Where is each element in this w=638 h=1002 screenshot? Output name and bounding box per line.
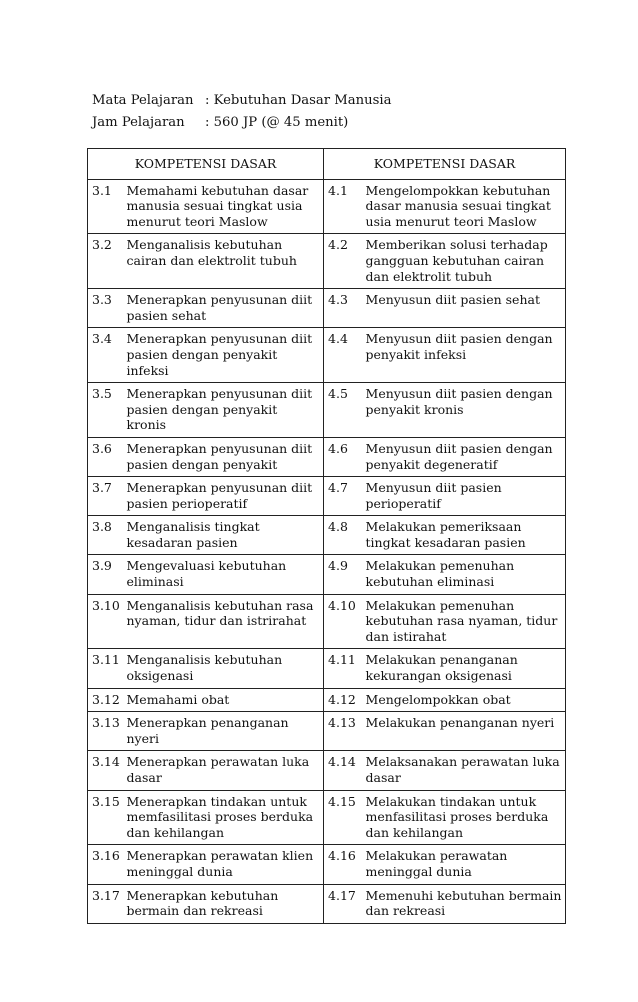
table-row [88, 477, 566, 516]
right-competency-number: 4.14 [324, 751, 364, 790]
left-competency-text: Menganalisis kebutuhan oksigenasi [125, 649, 324, 688]
right-competency-text: Mengelompokkan kebutuhan dasar manusia sesuai tingkat usia menurut teori Maslow [364, 179, 566, 234]
table-row [88, 845, 566, 884]
left-competency-number: 3.3 [88, 289, 125, 328]
left-competency-text: Menganalisis kebutuhan cairan dan elektrolit tubuh [125, 234, 324, 289]
right-competency-text: Menyusun diit pasien dengan penyakit infeksi [364, 328, 566, 383]
right-competency-number: 4.7 [324, 477, 364, 516]
left-competency-number: 3.7 [88, 477, 125, 516]
left-competency-text: Menerapkan kebutuhan bermain dan rekreasi [125, 884, 324, 923]
left-competency-text: Mengevaluasi kebutuhan eliminasi [125, 555, 324, 594]
right-competency-number: 4.17 [324, 884, 364, 923]
right-competency-number: 4.4 [324, 328, 364, 383]
left-competency-text: Menerapkan penyusunan diit pasien sehat [125, 289, 324, 328]
left-competency-text: Menerapkan penanganan nyeri [125, 712, 324, 751]
right-competency-number: 4.9 [324, 555, 364, 594]
left-competency-number: 3.1 [88, 179, 125, 234]
left-competency-text: Memahami obat [125, 688, 324, 712]
subject-row [92, 90, 391, 112]
document-header [92, 90, 391, 134]
left-competency-number: 3.14 [88, 751, 125, 790]
left-competency-number: 3.11 [88, 649, 125, 688]
table-row [88, 289, 566, 328]
left-competency-text: Menerapkan penyusunan diit pasien perioperatif [125, 477, 324, 516]
left-competency-text: Menerapkan perawatan luka dasar [125, 751, 324, 790]
left-competency-text: Menerapkan perawatan klien meninggal dunia [125, 845, 324, 884]
left-competency-text: Menerapkan penyusunan diit pasien dengan penyakit kronis [125, 383, 324, 438]
left-competency-number: 3.5 [88, 383, 125, 438]
table-row [88, 594, 566, 649]
right-competency-text: Melaksanakan perawatan luka dasar [364, 751, 566, 790]
right-competency-text: Melakukan penanganan nyeri [364, 712, 566, 751]
left-competency-number: 3.6 [88, 437, 125, 476]
table-row [88, 884, 566, 923]
right-competency-text: Menyusun diit pasien dengan penyakit kronis [364, 383, 566, 438]
table-row [88, 649, 566, 688]
right-competency-text: Melakukan tindakan untuk menfasilitasi proses berduka dan kehilangan [364, 790, 566, 845]
right-competency-text: Memenuhi kebutuhan bermain dan rekreasi [364, 884, 566, 923]
left-competency-number: 3.4 [88, 328, 125, 383]
left-competency-number: 3.8 [88, 516, 125, 555]
right-competency-number: 4.16 [324, 845, 364, 884]
left-competency-number: 3.12 [88, 688, 125, 712]
left-competency-text: Menganalisis kebutuhan rasa nyaman, tidur dan istrirahat [125, 594, 324, 649]
right-competency-number: 4.1 [324, 179, 364, 234]
hours-value: : 560 JP (@ 45 menit) [205, 115, 349, 130]
table-body [88, 179, 566, 923]
right-competency-text: Melakukan perawatan meninggal dunia [364, 845, 566, 884]
right-competency-number: 4.10 [324, 594, 364, 649]
table-row [88, 383, 566, 438]
subject-value: : Kebutuhan Dasar Manusia [205, 93, 392, 108]
left-competency-number: 3.10 [88, 594, 125, 649]
right-competency-number: 4.3 [324, 289, 364, 328]
table-row [88, 555, 566, 594]
right-competency-number: 4.5 [324, 383, 364, 438]
table-header-row [88, 149, 566, 180]
table-row [88, 328, 566, 383]
right-competency-number: 4.6 [324, 437, 364, 476]
left-competency-number: 3.2 [88, 234, 125, 289]
table-row [88, 516, 566, 555]
right-competency-text: Mengelompokkan obat [364, 688, 566, 712]
table-row [88, 234, 566, 289]
left-competency-text: Memahami kebutuhan dasar manusia sesuai tingkat usia menurut teori Maslow [125, 179, 324, 234]
table-row [88, 790, 566, 845]
left-competency-number: 3.13 [88, 712, 125, 751]
left-competency-number: 3.9 [88, 555, 125, 594]
hours-label: Jam Pelajaran [92, 115, 185, 130]
table-row [88, 688, 566, 712]
left-competency-text: Menerapkan penyusunan diit pasien dengan penyakit infeksi [125, 328, 324, 383]
table-row [88, 751, 566, 790]
left-competency-number: 3.17 [88, 884, 125, 923]
right-competency-number: 4.13 [324, 712, 364, 751]
right-competency-text: Melakukan pemenuhan kebutuhan eliminasi [364, 555, 566, 594]
right-competency-text: Menyusun diit pasien dengan penyakit degeneratif [364, 437, 566, 476]
right-competency-number: 4.11 [324, 649, 364, 688]
right-competency-text: Menyusun diit pasien sehat [364, 289, 566, 328]
hours-row [92, 112, 391, 134]
left-column-header: KOMPETENSI DASAR [88, 149, 324, 180]
right-competency-number: 4.8 [324, 516, 364, 555]
left-competency-text: Menganalisis tingkat kesadaran pasien [125, 516, 324, 555]
left-competency-text: Menerapkan tindakan untuk memfasilitasi proses berduka dan kehilangan [125, 790, 324, 845]
table-row [88, 437, 566, 476]
right-competency-text: Melakukan penanganan kekurangan oksigenasi [364, 649, 566, 688]
right-column-header: KOMPETENSI DASAR [324, 149, 566, 180]
right-competency-number: 4.2 [324, 234, 364, 289]
table-row [88, 179, 566, 234]
left-competency-number: 3.16 [88, 845, 125, 884]
right-competency-number: 4.12 [324, 688, 364, 712]
subject-label: Mata Pelajaran [92, 93, 194, 108]
right-competency-text: Melakukan pemenuhan kebutuhan rasa nyaman, tidur dan istirahat [364, 594, 566, 649]
left-competency-number: 3.15 [88, 790, 125, 845]
right-competency-text: Menyusun diit pasien perioperatif [364, 477, 566, 516]
table-row [88, 712, 566, 751]
right-competency-text: Memberikan solusi terhadap gangguan kebutuhan cairan dan elektrolit tubuh [364, 234, 566, 289]
competency-table [87, 148, 566, 924]
right-competency-number: 4.15 [324, 790, 364, 845]
right-competency-text: Melakukan pemeriksaan tingkat kesadaran pasien [364, 516, 566, 555]
left-competency-text: Menerapkan penyusunan diit pasien dengan penyakit [125, 437, 324, 476]
